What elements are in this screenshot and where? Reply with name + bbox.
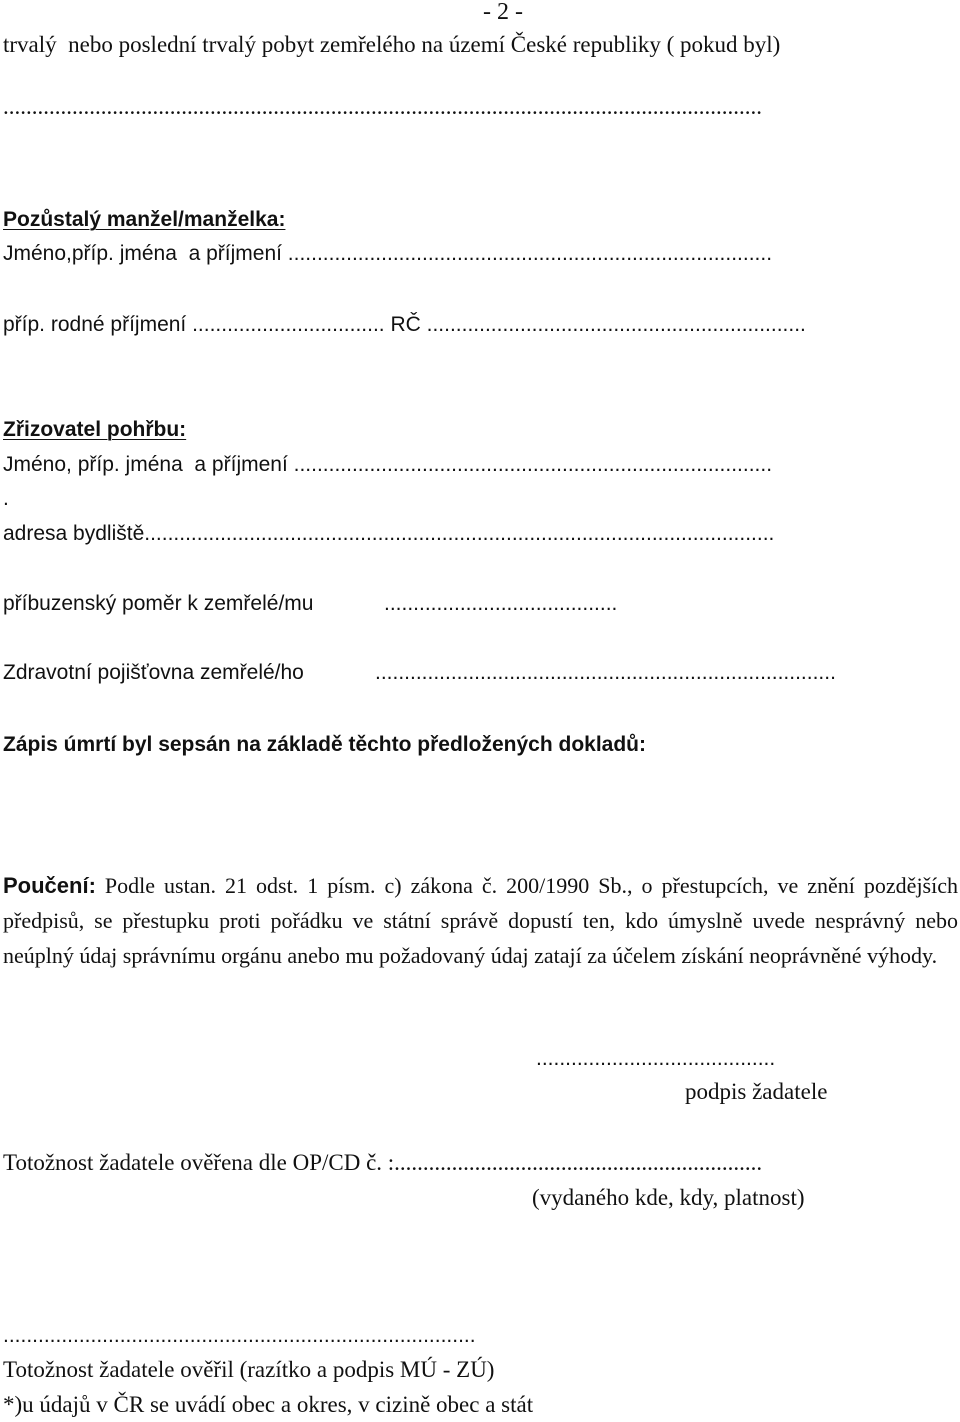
insurance-field: ............................................................................... [375,661,836,684]
spouse-heading: Pozůstalý manžel/manželka: [3,208,286,231]
spouse-birth-name-field: příp. rodné příjmení ................................. RČ ................................................................. [3,313,806,336]
relation-field: ........................................ [384,592,618,615]
verification-field: ................................................................................. [3,1324,476,1347]
notice-label: Poučení: [3,873,96,898]
footnote: *)u údajů v ČR se uvádí obec a okres, v cizině obec a stát [3,1392,534,1417]
verification-label: Totožnost žadatele ověřil (razítko a podpis MÚ - ZÚ) [3,1357,495,1382]
funeral-name-field-cont: . [3,487,9,510]
signature-field: ......................................... [536,1047,776,1070]
spouse-name-field: Jméno,příp. jména a příjmení ................................................................................... [3,242,773,265]
identity-note: (vydaného kde, kdy, platnost) [532,1185,805,1210]
funeral-name-field: Jméno, příp. jména a příjmení .................................................................................. [3,453,773,476]
documents-heading: Zápis úmrtí byl sepsán na základě těchto předložených dokladů: [3,733,646,756]
funeral-heading: Zřizovatel pohřbu: [3,418,187,441]
relation-label: příbuzenský poměr k zemřelé/mu [3,592,314,615]
residence-field: .................................................................................................................................... [3,94,762,119]
notice-paragraph [3,868,958,973]
signature-label: podpis žadatele [685,1079,828,1104]
funeral-address-field: adresa bydliště............................................................................................................ [3,522,775,545]
page-number: - 2 - [483,0,523,25]
notice-text: Podle ustan. 21 odst. 1 písm. c) zákona č. 200/1990 Sb., o přestupcích, ve znění pozdějších předpisů, se přestupku proti pořádku ve státní správě dopustí ten, kdo úmyslně uvede nesprávný nebo neúplný údaj správnímu orgánu anebo mu požadovaný údaj zatají za účelem získání neoprávněné výhody. [3,873,958,968]
insurance-label: Zdravotní pojišťovna zemřelé/ho [3,661,304,684]
identity-field: Totožnost žadatele ověřena dle OP/CD č. :................................................................ [3,1150,763,1175]
residence-label: trvalý nebo poslední trvalý pobyt zemřelého na území České republiky ( pokud byl) [3,32,781,57]
